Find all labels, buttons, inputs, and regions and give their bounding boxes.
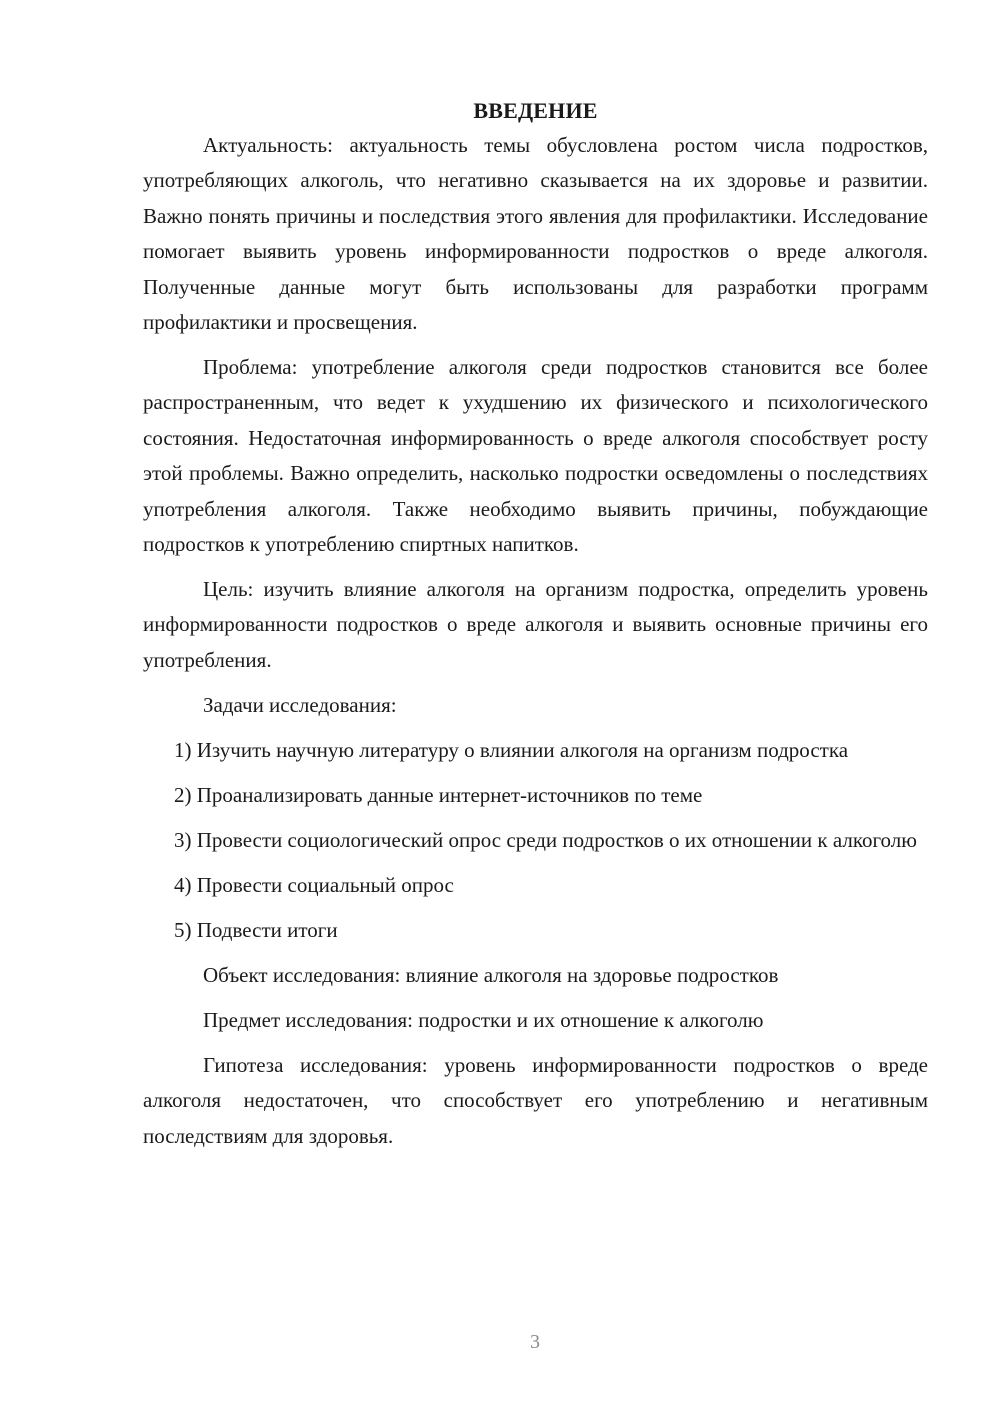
task-item-2: 2) Проанализировать данные интернет-источников по теме [174, 782, 703, 807]
tasks-heading: Задачи исследования: [203, 692, 397, 717]
hypothesis-paragraph: Гипотеза исследования: уровень информированности подростков о вреде алкоголя недостаточен, что способствует его употреблению и негативным последствиям для здоровья. [143, 1052, 928, 1148]
page-number: 3 [530, 1331, 540, 1353]
relevance-paragraph: Актуальность: актуальность темы обусловлена ростом числа подростков, употребляющих алкоголь, что негативно сказывается на их здоровье и развитии. Важно понять причины и последствия этого явления для профилактики. Исследование помогает выявить уровень информированности подростков о вреде алкоголя. Полученные данные могут быть использованы для разработки программ профилактики и просвещения. [143, 133, 928, 335]
document-page [143, 93, 928, 1164]
task-item-5: 5) Подвести итоги [174, 917, 338, 942]
page-title: ВВЕДЕНИЕ [473, 98, 598, 123]
object-paragraph: Объект исследования: влияние алкоголя на здоровье подростков [203, 962, 779, 987]
problem-paragraph: Проблема: употребление алкоголя среди подростков становится все более распространенным, что ведет к ухудшению их физического и психологического состояния. Недостаточная информированность о вреде алкоголя способствует росту этой проблемы. Важно определить, насколько подростки осведомлены о последствиях употребления алкоголя. Также необходимо выявить причины, побуждающие подростков к употреблению спиртных напитков. [143, 355, 928, 557]
subject-paragraph: Предмет исследования: подростки и их отношение к алкоголю [203, 1007, 764, 1032]
task-item-3: 3) Провести социологический опрос среди подростков о их отношении к алкоголю [174, 827, 917, 852]
task-item-1: 1) Изучить научную литературу о влиянии алкоголя на организм подростка [174, 737, 849, 762]
goal-paragraph: Цель: изучить влияние алкоголя на организм подростка, определить уровень информированности подростков о вреде алкоголя и выявить основные причины его употребления. [143, 577, 928, 672]
task-item-4: 4) Провести социальный опрос [174, 872, 454, 897]
